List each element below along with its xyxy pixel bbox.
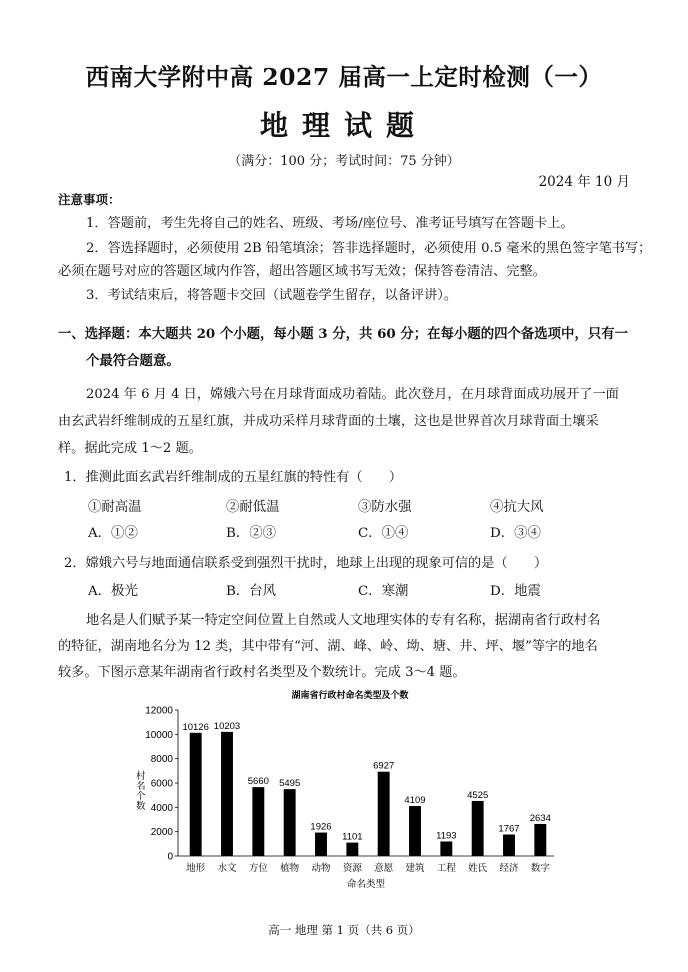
category-label: 方位 [248, 863, 268, 874]
q1-item: ③防水强 [358, 500, 412, 515]
bar-意愿 [378, 772, 390, 856]
bar-建筑 [409, 806, 421, 856]
category-label: 姓氏 [468, 863, 488, 874]
note-item: 2．答选择题时，必须使用 2B 铅笔填涂；答非选择题时，必须使用 0.5 毫米的黑色签字笔书写； [86, 241, 652, 256]
chart-ylabel: 村名个数 [136, 771, 146, 812]
passage-line: 较多。下图示意某年湖南省行政村名类型及个数统计。完成 3～4 题。 [58, 665, 466, 680]
exam-date: 2024 年 10 月 [538, 174, 630, 190]
passage-line: 的特征，湖南地名分为 12 类，其中带有“河、湖、峰、岭、坳、塘、井、坪、堰”等字的地名 [58, 639, 598, 654]
y-tick-label: 12000 [145, 705, 173, 717]
note-item: 1．答题前，考生先将自己的姓名、班级、考场/座位号、准考证号填写在答题卡上。 [86, 216, 574, 231]
bar-方位 [252, 787, 264, 856]
y-tick-label: 0 [167, 851, 173, 863]
data-label: 10203 [213, 720, 241, 732]
q1-item: ②耐低温 [226, 500, 280, 515]
data-label: 4109 [404, 795, 426, 807]
data-label: 5495 [279, 778, 301, 790]
bar-工程 [440, 841, 452, 856]
page-footer: 高一 地理 第 1 页（共 6 页） [268, 923, 420, 937]
question-2-stem: 2．嫦娥六号与地面通信联系受到强烈干扰时，地球上出现的现象可信的是（ ） [64, 556, 548, 571]
village-name-bar-chart [120, 686, 580, 891]
category-label: 数字 [530, 863, 550, 874]
school-title: 西南大学附中高 2027 届高一上定时检测（一） [85, 63, 603, 91]
data-label: 1926 [310, 821, 332, 833]
passage-line: 样。据此完成 1～2 题。 [58, 441, 202, 456]
subject-title: 地理试题 [259, 109, 428, 142]
data-label: 10126 [182, 721, 209, 733]
category-label: 地形 [186, 863, 206, 874]
data-label: 1193 [436, 830, 457, 842]
data-label: 4525 [467, 789, 489, 801]
data-label: 6927 [373, 760, 395, 772]
y-tick-label: 4000 [150, 802, 173, 814]
category-label: 经济 [499, 863, 519, 874]
y-tick-label: 10000 [145, 729, 173, 741]
q2-option-d: D．地震 [490, 584, 541, 599]
bar-植物 [284, 789, 296, 856]
category-label: 意愿 [374, 863, 394, 874]
category-label: 动物 [311, 863, 331, 874]
data-label: 2634 [529, 812, 551, 824]
y-tick-label: 8000 [150, 754, 173, 766]
q2-option-c: C．寒潮 [358, 584, 409, 599]
note-item: 3．考试结束后，将答题卡交回（试题卷学生留存，以备评讲）。 [86, 288, 458, 303]
passage-line: 2024 年 6 月 4 日，嫦娥六号在月球背面成功着陆。此次登月，在月球背面成功展开了一面 [86, 387, 619, 402]
data-label: 1767 [498, 823, 520, 835]
q1-option-b: B．②③ [226, 526, 277, 541]
chart-title: 湖南省行政村命名类型及个数 [291, 690, 409, 700]
q1-item: ④抗大风 [490, 500, 544, 515]
exam-info: （满分：100 分；考试时间：75 分钟） [228, 154, 460, 169]
bar-地形 [190, 733, 202, 856]
note-item: 必须在题号对应的答题区域内作答，超出答题区域书写无效；保持答卷清洁、完整。 [58, 264, 546, 279]
category-label: 工程 [436, 863, 456, 874]
passage-line: 地名是人们赋予某一特定空间位置上自然或人文地理实体的专有名称，据湖南省行政村名 [86, 613, 601, 628]
bar-水文 [221, 732, 233, 856]
bar-经济 [503, 835, 515, 856]
q2-option-a: A．极光 [88, 584, 138, 599]
q1-option-a: A．①② [88, 526, 138, 541]
bar-数字 [534, 824, 546, 856]
category-label: 建筑 [405, 863, 425, 874]
q2-option-b: B．台风 [226, 584, 277, 599]
category-label: 植物 [280, 863, 300, 874]
bar-动物 [315, 833, 327, 856]
y-tick-label: 2000 [150, 827, 173, 839]
passage-line: 由玄武岩纤维制成的五星红旗，并成功采样月球背面的土壤，这也是世界首次月球背面土壤采 [58, 414, 599, 429]
q1-item: ①耐高温 [88, 500, 142, 515]
category-label: 水文 [217, 863, 237, 874]
section-heading-cont: 个最符合题意。 [86, 353, 180, 369]
data-label: 1101 [342, 831, 363, 843]
q1-option-d: D．③④ [490, 526, 541, 541]
chart-xlabel: 命名类型 [346, 879, 386, 890]
data-label: 5660 [247, 776, 269, 788]
notes-heading: 注意事项： [58, 192, 121, 207]
bar-资源 [346, 843, 358, 856]
section-heading: 一、选择题：本大题共 20 个小题，每小题 3 分，共 60 分；在每小题的四个备选项中，只有一 [58, 326, 629, 342]
q1-option-c: C．①④ [358, 526, 409, 541]
category-label: 资源 [342, 863, 362, 874]
y-tick-label: 6000 [150, 778, 173, 790]
bar-姓氏 [472, 801, 484, 856]
question-1-stem: 1．推测此面玄武岩纤维制成的五星红旗的特性有（ ） [64, 470, 403, 485]
